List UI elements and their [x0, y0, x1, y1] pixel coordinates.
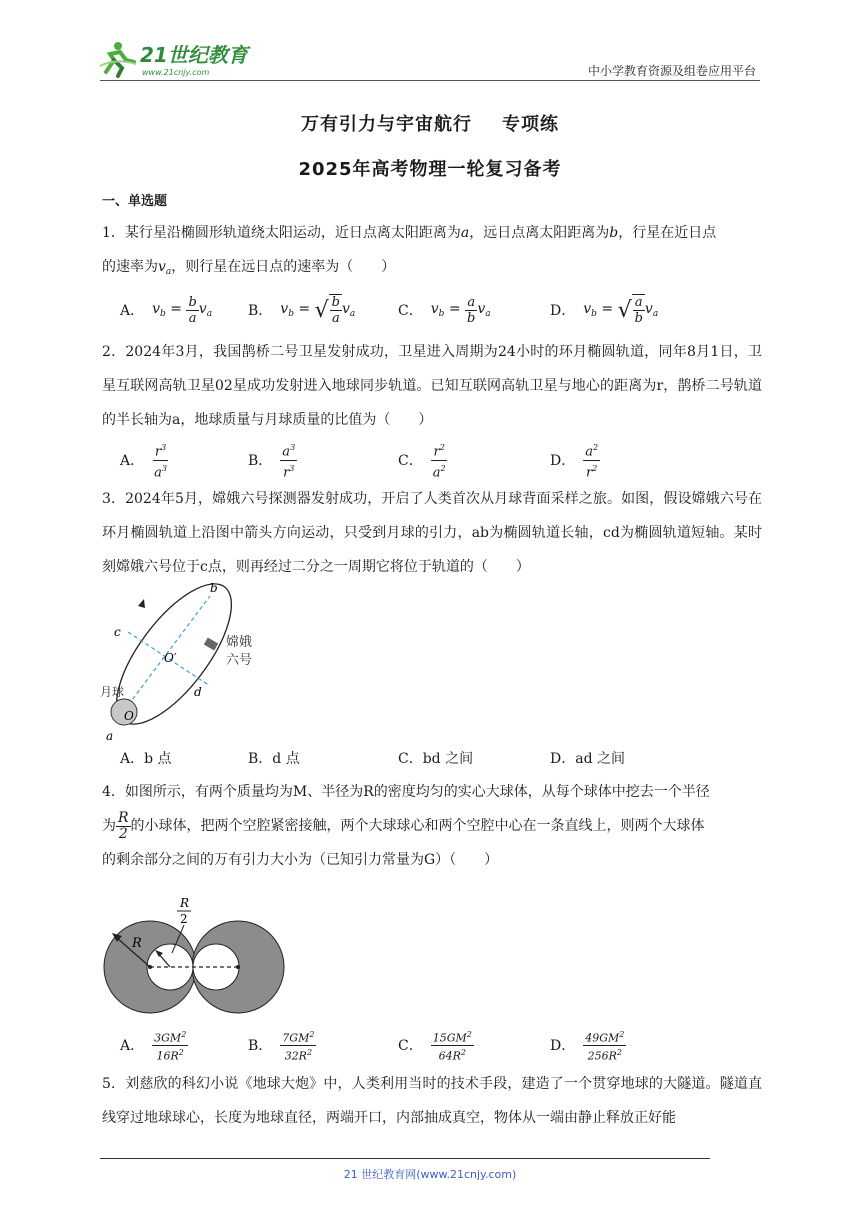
option-c[interactable]: C． $v_b$ = $\frac{a}{b}$ $v_a$	[398, 294, 491, 326]
option-b[interactable]: B． $\frac{a^3}{r^3}$	[248, 440, 297, 480]
svg-text:O: O	[124, 709, 134, 723]
runner-icon	[100, 42, 136, 76]
svg-text:a: a	[106, 729, 114, 742]
question-1-options	[120, 290, 760, 330]
question-4: 4．如图所示，有两个质量均为M、半径为R的密度均匀的实心大球体，从每个球体中挖去一个半径 为 $\frac{R}{2}$ 的小球体，把两个空腔紧密接触，两个大球球心和两个空腔中心在一条直线上，则两个大球体 的剩余部分之间的万有引力大小为（已知引力常量为G）（ ）	[102, 784, 710, 868]
option-a[interactable]: A．b 点	[120, 751, 172, 767]
footer-divider	[100, 1158, 710, 1159]
svg-text:d: d	[194, 685, 202, 699]
question-2-options	[120, 440, 760, 480]
option-a[interactable]: A． $v_b$ = $\frac{b}{a}$ $v_a$	[120, 294, 213, 326]
svg-text:www.21cnjy.com: www.21cnjy.com	[142, 68, 210, 77]
section-heading: 一、单选题	[102, 194, 168, 209]
page-subtitle: 2025年高考物理一轮复习备考	[298, 159, 562, 180]
footer-text: 21 世纪教育网(www.21cnjy.com)	[343, 1168, 517, 1181]
option-c[interactable]: C．bd 之间	[398, 751, 474, 767]
option-b[interactable]: B． $\frac{7GM^2}{32R^2}$	[248, 1029, 315, 1063]
logo	[96, 38, 266, 80]
header-platform-text: 中小学教育资源及组卷应用平台	[587, 64, 756, 78]
svg-text:R: R	[180, 896, 190, 910]
header-divider	[100, 80, 760, 81]
svg-text:b: b	[210, 582, 218, 595]
question-2: 2．2024年3月，我国鹊桥二号卫星发射成功，卫星进入周期为24小时的环月椭圆轨道，同年8月1日，卫星互联网高轨卫星02星成功发射进入地球同步轨道。已知互联网高轨卫星与地心的距离为r，鹊桥二号轨道的半长轴为a，地球质量与月球质量的比值为（ ）	[102, 344, 762, 428]
option-c[interactable]: C． $\frac{15GM^2}{64R^2}$	[398, 1029, 472, 1063]
option-d[interactable]: D． $v_b$ = √ $\frac{a}{b}$ $v_a$	[550, 295, 659, 326]
svg-text:c: c	[114, 625, 121, 639]
arrow-icon	[138, 599, 145, 608]
page-title: 万有引力与宇宙航行 专项练	[301, 114, 559, 135]
svg-text:21世纪教育: 21世纪教育	[140, 43, 248, 67]
svg-text:六号: 六号	[226, 653, 253, 668]
svg-text:O′: O′	[164, 651, 177, 665]
svg-text:嫦娥: 嫦娥	[226, 635, 253, 650]
question-3-options	[120, 738, 760, 778]
question-3: 3．2024年5月，嫦娥六号探测器发射成功，开启了人类首次从月球背面采样之旅。如图，假设嫦娥六号在环月椭圆轨道上沿图中箭头方向运动，只受到月球的引力，ab为椭圆轨道长轴，cd为椭圆轨道短轴。某时刻嫦娥六号位于c点，则再经过二分之一周期它将位于轨道的（ ）	[102, 491, 762, 575]
question-4-options	[120, 1025, 760, 1065]
spheres-diagram	[98, 895, 288, 1015]
svg-text:R: R	[132, 936, 142, 951]
svg-text:月球: 月球	[100, 685, 125, 699]
option-d[interactable]: D．ad 之间	[550, 751, 625, 767]
svg-text:2: 2	[180, 912, 188, 926]
satellite-icon	[204, 638, 218, 651]
option-b[interactable]: B．d 点	[248, 751, 300, 767]
option-d[interactable]: D． $\frac{a^2}{r^2}$	[550, 440, 600, 480]
option-c[interactable]: C． $\frac{r^2}{a^2}$	[398, 440, 448, 480]
option-a[interactable]: A． $\frac{3GM^2}{16R^2}$	[120, 1029, 187, 1063]
orbit-diagram	[98, 582, 268, 742]
question-1: 1．某行星沿椭圆形轨道绕太阳运动，近日点离太阳距离为a，远日点离太阳距离为b，行星在近日点 的速率为$v_a$，则行星在远日点的速率为（ ）	[102, 225, 717, 277]
option-a[interactable]: A． $\frac{r^3}{a^3}$	[120, 440, 169, 480]
option-b[interactable]: B． $v_b$ = √ $\frac{b}{a}$ $v_a$	[248, 295, 356, 326]
question-5: 5．刘慈欣的科幻小说《地球大炮》中，人类利用当时的技术手段，建造了一个贯穿地球的大隧道。隧道直线穿过地球球心，长度为地球直径，两端开口，内部抽成真空，物体从一端由静止释放正好能	[102, 1076, 762, 1126]
option-d[interactable]: D． $\frac{49GM^2}{256R^2}$	[550, 1029, 625, 1063]
